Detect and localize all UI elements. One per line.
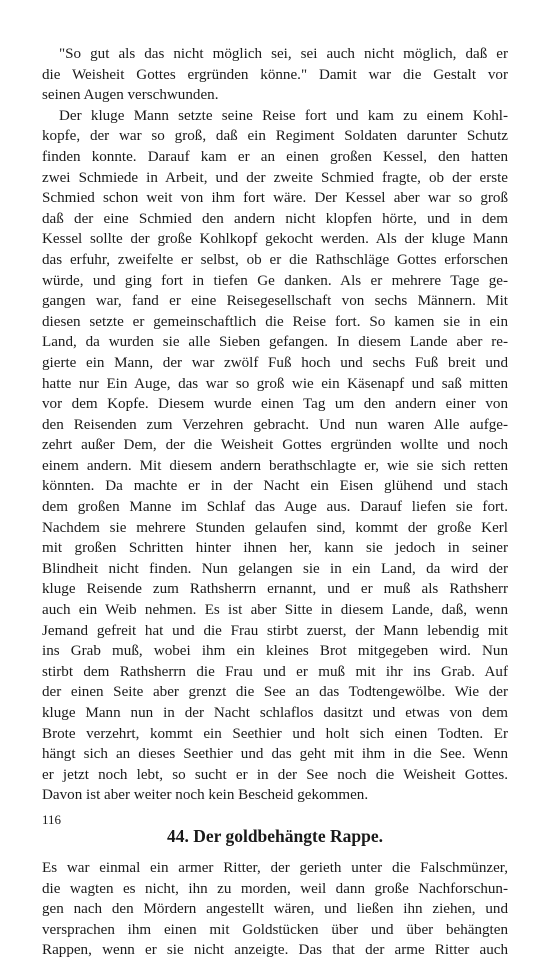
text-line: stirbt dem Rathsherrn die Frau und er muß mit ihr ins Grab. Auf [42,663,508,680]
text-line: Es war einmal ein armer Ritter, der gerieth unter die Falschmünzer, [42,859,508,876]
page-number: 116 [42,812,62,827]
page-body [42,44,508,961]
text-line: Blindheit nicht finden. Nun gelangen sie in ein Land, da wird der [42,560,508,577]
text-line: auch ein Weib nehmen. Es ist aber Sitte in diesem Lande, daß, wenn [42,602,508,619]
text-line: gangen war, fand er eine Reisegesellschaft von sechs Männern. Mit [42,293,508,310]
text-line: das erfuhr, zweifelte er selbst, ob er die Rathschläge Gottes erforschen [42,251,508,268]
text-line: daß der eine Schmied den andern nicht klopfen hörte, und in dem [42,210,508,227]
text-line: seinen Augen verschwunden. [42,87,219,104]
text-line: finden konnte. Darauf kam er an einen großen Kessel, den hatten [42,148,508,165]
text-line: gen nach den Mördern angestellt wären, und ließen ihn ziehen, und [42,901,508,918]
text-line: kluge Mann nun in der Nacht schlaflos dasitzt und etwas von dem [42,705,508,721]
paragraph-3 [42,858,508,961]
text-line: würde, und ging fort in tiefen Ge danken. Als er mehrere Tage ge- [42,272,508,289]
text-line: die Weisheit Gottes ergründen könne." Damit war die Gestalt vor [42,66,508,83]
paragraph-1 [42,44,508,106]
text-line: kluge Reisende zum Rathsherrn ernannt, und er muß als Rathsherr [42,581,508,598]
text-line: zwei Schmiede in Arbeit, und der zweite Schmied fragte, ob der erste [42,169,508,186]
text-line: Land, da wurden sie alle Sieben gefangen. In diesem Lande aber re- [42,334,508,351]
text-line: vor dem Kopfe. Diesem wurde einen Tag um den andern einer von [42,396,508,413]
text-line: Schmied schon weit von ihm fort wäre. Der Kessel aber war so groß [42,190,508,207]
text-line: diesen setzte er gemeinschaftlich die Reise fort. So kamen sie in ein [42,313,508,330]
text-line: hatte nur Ein Auge, das war so groß wie ein Käsenapf und saß mitten [42,375,508,392]
text-line: mit großen Schritten hinter ihnen her, kann sie jedoch in seiner [42,540,508,557]
section-heading: 44. Der goldbehängte Rappe. [166,825,383,846]
text-line: "So gut als das nicht möglich sei, sei auch nicht möglich, daß er [59,46,508,62]
text-line: zehrt außer Dem, der die Weisheit Gottes ergründen wollte und noch [42,437,508,454]
text-line: hängt sich an dieses Seethier und das geht mit ihm in die See. Wenn [42,746,508,763]
text-line: gierte ein Mann, der war zwölf Fuß hoch und sechs Fuß breit und [42,354,508,371]
text-line: ins Grab muß, wobei ihm ein kleines Brot mitgegeben wird. Nun [42,643,508,660]
text-line: versprachen ihm einen mit Goldstücken über und über behängten [42,921,508,938]
text-line: Der kluge Mann setzte seine Reise fort und kam zu einem Kohl- [59,107,508,124]
text-line: einem andern. Mit diesem andern berathschlagte er, wie sie sich retten [42,457,508,474]
text-line: Jemand gefreit hat und die Frau stirbt zuerst, der Mann lebendig mit [42,622,508,639]
paragraph-2 [42,106,508,806]
text-line: den Reisenden zum Verzehren gebracht. Und nun waren Alle aufge- [42,416,508,433]
text-line: Kessel sollte der große Kohlkopf gekocht werden. Als der kluge Mann [42,231,508,248]
text-line: könnten. Da machte er in der Nacht ein Eisen glühend und stach [42,478,508,495]
text-line: Davon ist aber weiter noch kein Bescheid gekommen. [42,787,369,804]
text-line: Rappen, wenn er sie nicht anzeigte. Das that der arme Ritter auch [42,942,508,959]
text-line: kopfe, der war so groß, daß ein Regiment Soldaten darunter Schutz [42,128,508,145]
text-line: er jetzt noch lebt, so sucht er in der See noch die Weisheit Gottes. [42,766,508,783]
text-line: dem großen Manne im Schlaf das Auge aus. Darauf liefen sie fort. [42,499,508,516]
text-line: der einen Seite aber grenzt die See an das Todtengewölbe. Wie der [42,684,508,701]
text-line: Brote verzehrt, kommt ein Seethier und holt sich einen Todten. Er [42,725,508,742]
text-line: die wagten es nicht, ihn zu morden, weil dann große Nachforschun- [42,880,508,897]
text-line: Nachdem sie mehrere Stunden gelaufen sind, kommt der große Kerl [42,519,508,536]
